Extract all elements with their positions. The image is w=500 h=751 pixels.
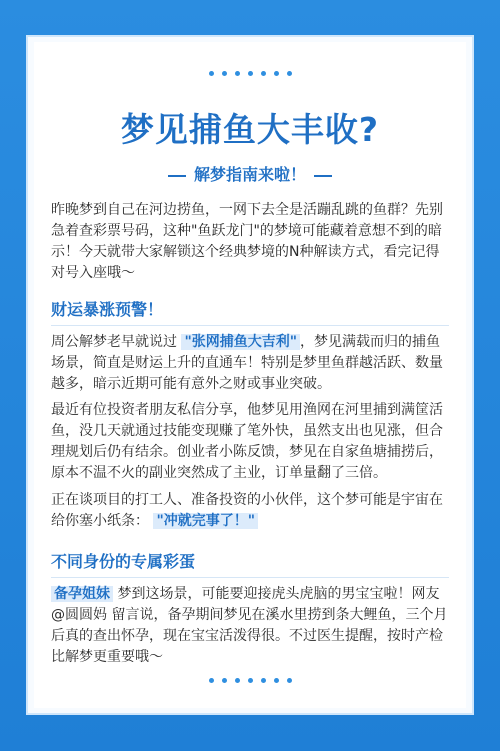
section-heading-wealth: 财运暴涨预警！ xyxy=(51,300,164,319)
page-subtitle xyxy=(34,162,466,185)
page-title: 梦见捕鱼大丰收? xyxy=(120,110,380,149)
text-segment: 梦到这场景，可能要迎接虎头虎脑的男宝宝啦！网友@圆圆妈 留言说，备孕期间梦见在溪水里捞到条大鲤鱼，三个月后真的查出怀孕，现在宝宝活泼得很。不过医生提醒，按时产检比解梦更重要哦～ xyxy=(51,586,448,665)
text-segment: 周公解梦老早就说过 xyxy=(51,334,177,350)
subtitle-text: 解梦指南来啦！ xyxy=(193,165,306,184)
section-divider xyxy=(51,577,449,578)
text-segment: ，梦见满载而归的捕鱼场景，简直是财运上升的直通车！特别是梦里鱼群越活跃、数量越多，暗示近期可能有意外之财或事业突破。 xyxy=(51,334,443,392)
highlight-quote: "冲就完事了！" xyxy=(153,513,258,529)
subtitle-dash-left xyxy=(168,175,186,177)
highlight-label: 备孕姐妹 xyxy=(51,586,113,602)
intro-paragraph: 昨晚梦到自己在河边捞鱼，一网下去全是活蹦乱跳的鱼群？先别急着查彩票号码，这种"鱼跃龙门"的梦境可能藏着意想不到的暗示！今天就带大家解锁这个经典梦境的N种解读方式，看完记得对号入座哦～ xyxy=(51,202,443,281)
wealth-paragraph-1 xyxy=(51,332,452,395)
wealth-paragraph-3 xyxy=(51,490,452,532)
section-divider xyxy=(51,325,449,326)
highlight-quote: "张网捕鱼大吉利" xyxy=(181,334,300,350)
bottom-dots-decoration xyxy=(34,678,466,683)
top-dots-decoration xyxy=(34,71,466,76)
section-heading-identity: 不同身份的专属彩蛋 xyxy=(51,552,196,571)
text-segment: 正在谈项目的打工人、准备投资的小伙伴，这个梦可能是宇宙在给你塞小纸条： xyxy=(51,492,443,529)
wealth-paragraph-2: 最近有位投资者朋友私信分享，他梦见用渔网在河里捕到满筐活鱼，没几天就通过技能变现赚了笔外快，虽然支出也见涨，但合理规划后仍有结余。创业者小陈反馈，梦见在自家鱼塘捕捞后，原本不温不火的副业突然成了主业，订单量翻了三倍。 xyxy=(51,402,443,481)
identity-paragraph xyxy=(51,584,452,668)
content-card xyxy=(34,42,466,708)
subtitle-dash-right xyxy=(314,175,332,177)
